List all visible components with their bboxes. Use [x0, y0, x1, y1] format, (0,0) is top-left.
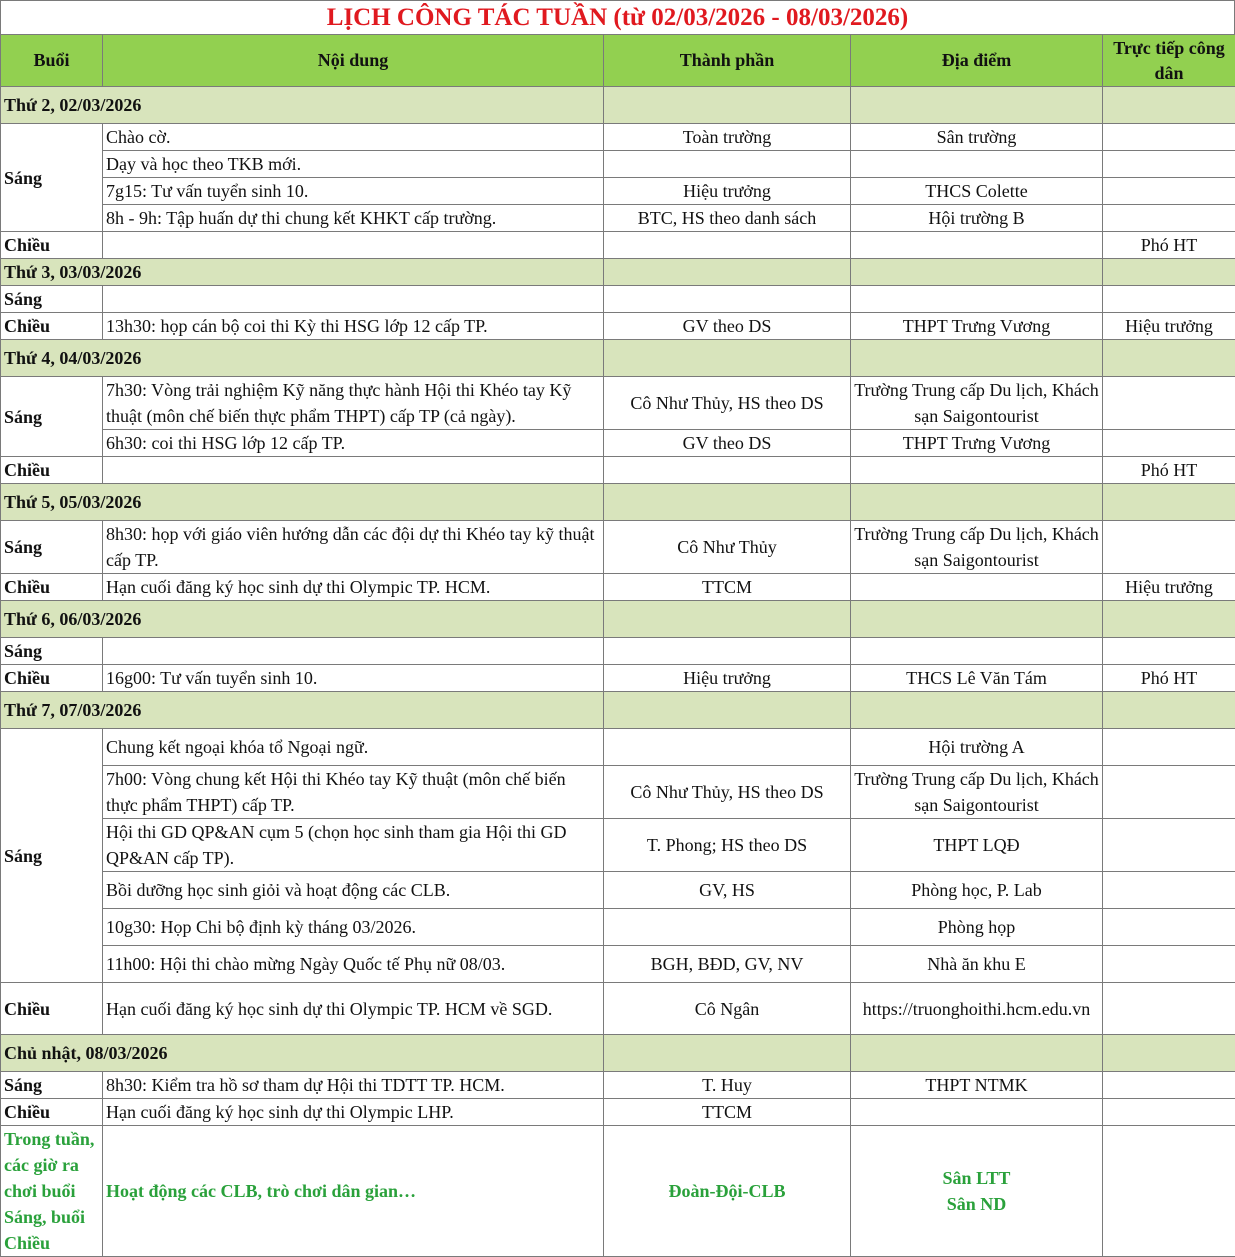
location-cell: Hội trường B [851, 205, 1103, 232]
table-row [1, 909, 1235, 946]
session-cell: Sáng [1, 124, 103, 232]
location-cell: Sân trường [851, 124, 1103, 151]
location-cell [851, 638, 1103, 665]
content-cell: Hạn cuối đăng ký học sinh dự thi Olympic TP. HCM về SGD. [103, 983, 604, 1035]
participants-cell [604, 232, 851, 259]
location-cell: Hội trường A [851, 729, 1103, 766]
reception-cell [1103, 286, 1235, 313]
table-row [1, 521, 1235, 574]
reception-cell [1103, 946, 1235, 983]
table-row [1, 178, 1235, 205]
content-cell: Hội thi GD QP&AN cụm 5 (chọn học sinh tham gia Hội thi GD QP&AN cấp TP). [103, 819, 604, 872]
table-row [1, 946, 1235, 983]
reception-cell: Phó HT [1103, 665, 1235, 692]
participants-cell [604, 729, 851, 766]
location-cell [851, 1099, 1103, 1126]
table-row [1, 872, 1235, 909]
participants-cell: GV theo DS [604, 313, 851, 340]
content-cell: Hạn cuối đăng ký học sinh dự thi Olympic TP. HCM. [103, 574, 604, 601]
table-row [1, 232, 1235, 259]
table-row [1, 205, 1235, 232]
participants-cell [604, 151, 851, 178]
session-cell: Chiều [1, 1099, 103, 1126]
location-cell: THCS Lê Văn Tám [851, 665, 1103, 692]
participants-cell: Cô Như Thủy, HS theo DS [604, 766, 851, 819]
footer-content-cell: Hoạt động các CLB, trò chơi dân gian… [103, 1126, 604, 1257]
content-cell: Chào cờ. [103, 124, 604, 151]
day-label: Chủ nhật, 08/03/2026 [1, 1035, 604, 1072]
page-title: LỊCH CÔNG TÁC TUẦN (từ 02/03/2026 - 08/03/2026) [0, 0, 1235, 34]
reception-cell [1103, 638, 1235, 665]
footer-session-cell: Trong tuần, các giờ ra chơi buổi Sáng, buổi Chiều [1, 1126, 103, 1257]
reception-cell [1103, 124, 1235, 151]
session-cell: Chiều [1, 457, 103, 484]
location-cell: Trường Trung cấp Du lịch, Khách sạn Saigontourist [851, 377, 1103, 430]
day-row [1, 340, 1235, 377]
reception-cell [1103, 1099, 1235, 1126]
table-row [1, 313, 1235, 340]
location-cell: Phòng họp [851, 909, 1103, 946]
header-row [1, 35, 1235, 87]
table-row [1, 983, 1235, 1035]
table-row [1, 457, 1235, 484]
location-cell: THPT NTMK [851, 1072, 1103, 1099]
participants-cell: GV, HS [604, 872, 851, 909]
participants-cell: Cô Như Thủy [604, 521, 851, 574]
table-row [1, 377, 1235, 430]
location-cell: THCS Colette [851, 178, 1103, 205]
session-cell: Chiều [1, 313, 103, 340]
table-row [1, 665, 1235, 692]
day-label: Thứ 3, 03/03/2026 [1, 259, 604, 286]
session-cell: Sáng [1, 521, 103, 574]
content-cell: Hạn cuối đăng ký học sinh dự thi Olympic LHP. [103, 1099, 604, 1126]
reception-cell [1103, 729, 1235, 766]
content-cell: 6h30: coi thi HSG lớp 12 cấp TP. [103, 430, 604, 457]
location-cell [851, 286, 1103, 313]
participants-cell [604, 638, 851, 665]
participants-cell: Hiệu trưởng [604, 665, 851, 692]
location-cell: https://truonghoithi.hcm.edu.vn [851, 983, 1103, 1035]
participants-cell: BGH, BĐD, GV, NV [604, 946, 851, 983]
participants-cell: T. Huy [604, 1072, 851, 1099]
header-reception: Trực tiếp công dân [1103, 35, 1235, 87]
table-row [1, 151, 1235, 178]
content-cell: 11h00: Hội thi chào mừng Ngày Quốc tế Phụ nữ 08/03. [103, 946, 604, 983]
session-cell: Sáng [1, 377, 103, 457]
location-cell: THPT Trưng Vương [851, 313, 1103, 340]
day-label: Thứ 4, 04/03/2026 [1, 340, 604, 377]
table-row [1, 574, 1235, 601]
participants-cell: GV theo DS [604, 430, 851, 457]
session-cell: Chiều [1, 574, 103, 601]
participants-cell [604, 457, 851, 484]
location-cell: Trường Trung cấp Du lịch, Khách sạn Saigontourist [851, 521, 1103, 574]
content-cell [103, 638, 604, 665]
day-row [1, 87, 1235, 124]
location-cell [851, 151, 1103, 178]
reception-cell [1103, 909, 1235, 946]
content-cell: Bồi dưỡng học sinh giỏi và hoạt động các CLB. [103, 872, 604, 909]
header-session: Buổi [1, 35, 103, 87]
table-row [1, 766, 1235, 819]
footer-location-1: Sân LTT [854, 1165, 1099, 1191]
content-cell: 7h00: Vòng chung kết Hội thi Khéo tay Kỹ thuật (môn chế biến thực phẩm THPT) cấp TP. [103, 766, 604, 819]
content-cell: Dạy và học theo TKB mới. [103, 151, 604, 178]
reception-cell [1103, 178, 1235, 205]
reception-cell: Phó HT [1103, 457, 1235, 484]
content-cell: 7g15: Tư vấn tuyển sinh 10. [103, 178, 604, 205]
table-row [1, 729, 1235, 766]
participants-cell: TTCM [604, 574, 851, 601]
day-row [1, 484, 1235, 521]
day-row [1, 692, 1235, 729]
footer-location-2: Sân ND [854, 1191, 1099, 1217]
day-row [1, 601, 1235, 638]
reception-cell [1103, 430, 1235, 457]
location-cell: THPT Trưng Vương [851, 430, 1103, 457]
schedule-table [0, 34, 1235, 1257]
location-cell: Phòng học, P. Lab [851, 872, 1103, 909]
location-cell: Trường Trung cấp Du lịch, Khách sạn Saigontourist [851, 766, 1103, 819]
header-location: Địa điểm [851, 35, 1103, 87]
content-cell [103, 286, 604, 313]
header-content: Nội dung [103, 35, 604, 87]
reception-cell [1103, 1072, 1235, 1099]
day-row [1, 259, 1235, 286]
table-row [1, 638, 1235, 665]
table-row [1, 1072, 1235, 1099]
table-row [1, 1099, 1235, 1126]
content-cell: 8h30: Kiểm tra hồ sơ tham dự Hội thi TDTT TP. HCM. [103, 1072, 604, 1099]
participants-cell: T. Phong; HS theo DS [604, 819, 851, 872]
content-cell: 8h30: họp với giáo viên hướng dẫn các đội dự thi Khéo tay kỹ thuật cấp TP. [103, 521, 604, 574]
location-cell [851, 232, 1103, 259]
participants-cell [604, 286, 851, 313]
content-cell [103, 457, 604, 484]
reception-cell [1103, 151, 1235, 178]
reception-cell [1103, 521, 1235, 574]
day-label: Thứ 2, 02/03/2026 [1, 87, 604, 124]
location-cell: Nhà ăn khu E [851, 946, 1103, 983]
participants-cell: BTC, HS theo danh sách [604, 205, 851, 232]
session-cell: Sáng [1, 1072, 103, 1099]
footer-participants-cell: Đoàn-Đội-CLB [604, 1126, 851, 1257]
reception-cell [1103, 766, 1235, 819]
reception-cell [1103, 819, 1235, 872]
header-participants: Thành phần [604, 35, 851, 87]
session-cell: Sáng [1, 638, 103, 665]
reception-cell [1103, 872, 1235, 909]
content-cell: 7h30: Vòng trải nghiệm Kỹ năng thực hành Hội thi Khéo tay Kỹ thuật (môn chế biến thực phẩm THPT) cấp TP (cả ngày). [103, 377, 604, 430]
table-row [1, 124, 1235, 151]
participants-cell: Cô Ngân [604, 983, 851, 1035]
table-row [1, 430, 1235, 457]
reception-cell: Hiệu trưởng [1103, 574, 1235, 601]
session-cell: Sáng [1, 286, 103, 313]
table-row [1, 286, 1235, 313]
content-cell: Chung kết ngoại khóa tổ Ngoại ngữ. [103, 729, 604, 766]
reception-cell: Phó HT [1103, 232, 1235, 259]
participants-cell: Hiệu trưởng [604, 178, 851, 205]
session-cell: Chiều [1, 232, 103, 259]
session-cell: Sáng [1, 729, 103, 983]
day-label: Thứ 6, 06/03/2026 [1, 601, 604, 638]
reception-cell [1103, 205, 1235, 232]
location-cell: THPT LQĐ [851, 819, 1103, 872]
location-cell [851, 574, 1103, 601]
participants-cell: TTCM [604, 1099, 851, 1126]
reception-cell [1103, 983, 1235, 1035]
content-cell: 10g30: Họp Chi bộ định kỳ tháng 03/2026. [103, 909, 604, 946]
content-cell: 13h30: họp cán bộ coi thi Kỳ thi HSG lớp 12 cấp TP. [103, 313, 604, 340]
day-label: Thứ 7, 07/03/2026 [1, 692, 604, 729]
schedule-body [1, 87, 1235, 1257]
participants-cell [604, 909, 851, 946]
day-label: Thứ 5, 05/03/2026 [1, 484, 604, 521]
content-cell: 16g00: Tư vấn tuyển sinh 10. [103, 665, 604, 692]
content-cell [103, 232, 604, 259]
participants-cell: Cô Như Thủy, HS theo DS [604, 377, 851, 430]
table-row [1, 819, 1235, 872]
location-cell [851, 457, 1103, 484]
content-cell: 8h - 9h: Tập huấn dự thi chung kết KHKT cấp trường. [103, 205, 604, 232]
session-cell: Chiều [1, 665, 103, 692]
session-cell: Chiều [1, 983, 103, 1035]
day-row [1, 1035, 1235, 1072]
reception-cell [1103, 377, 1235, 430]
reception-cell: Hiệu trưởng [1103, 313, 1235, 340]
participants-cell: Toàn trường [604, 124, 851, 151]
